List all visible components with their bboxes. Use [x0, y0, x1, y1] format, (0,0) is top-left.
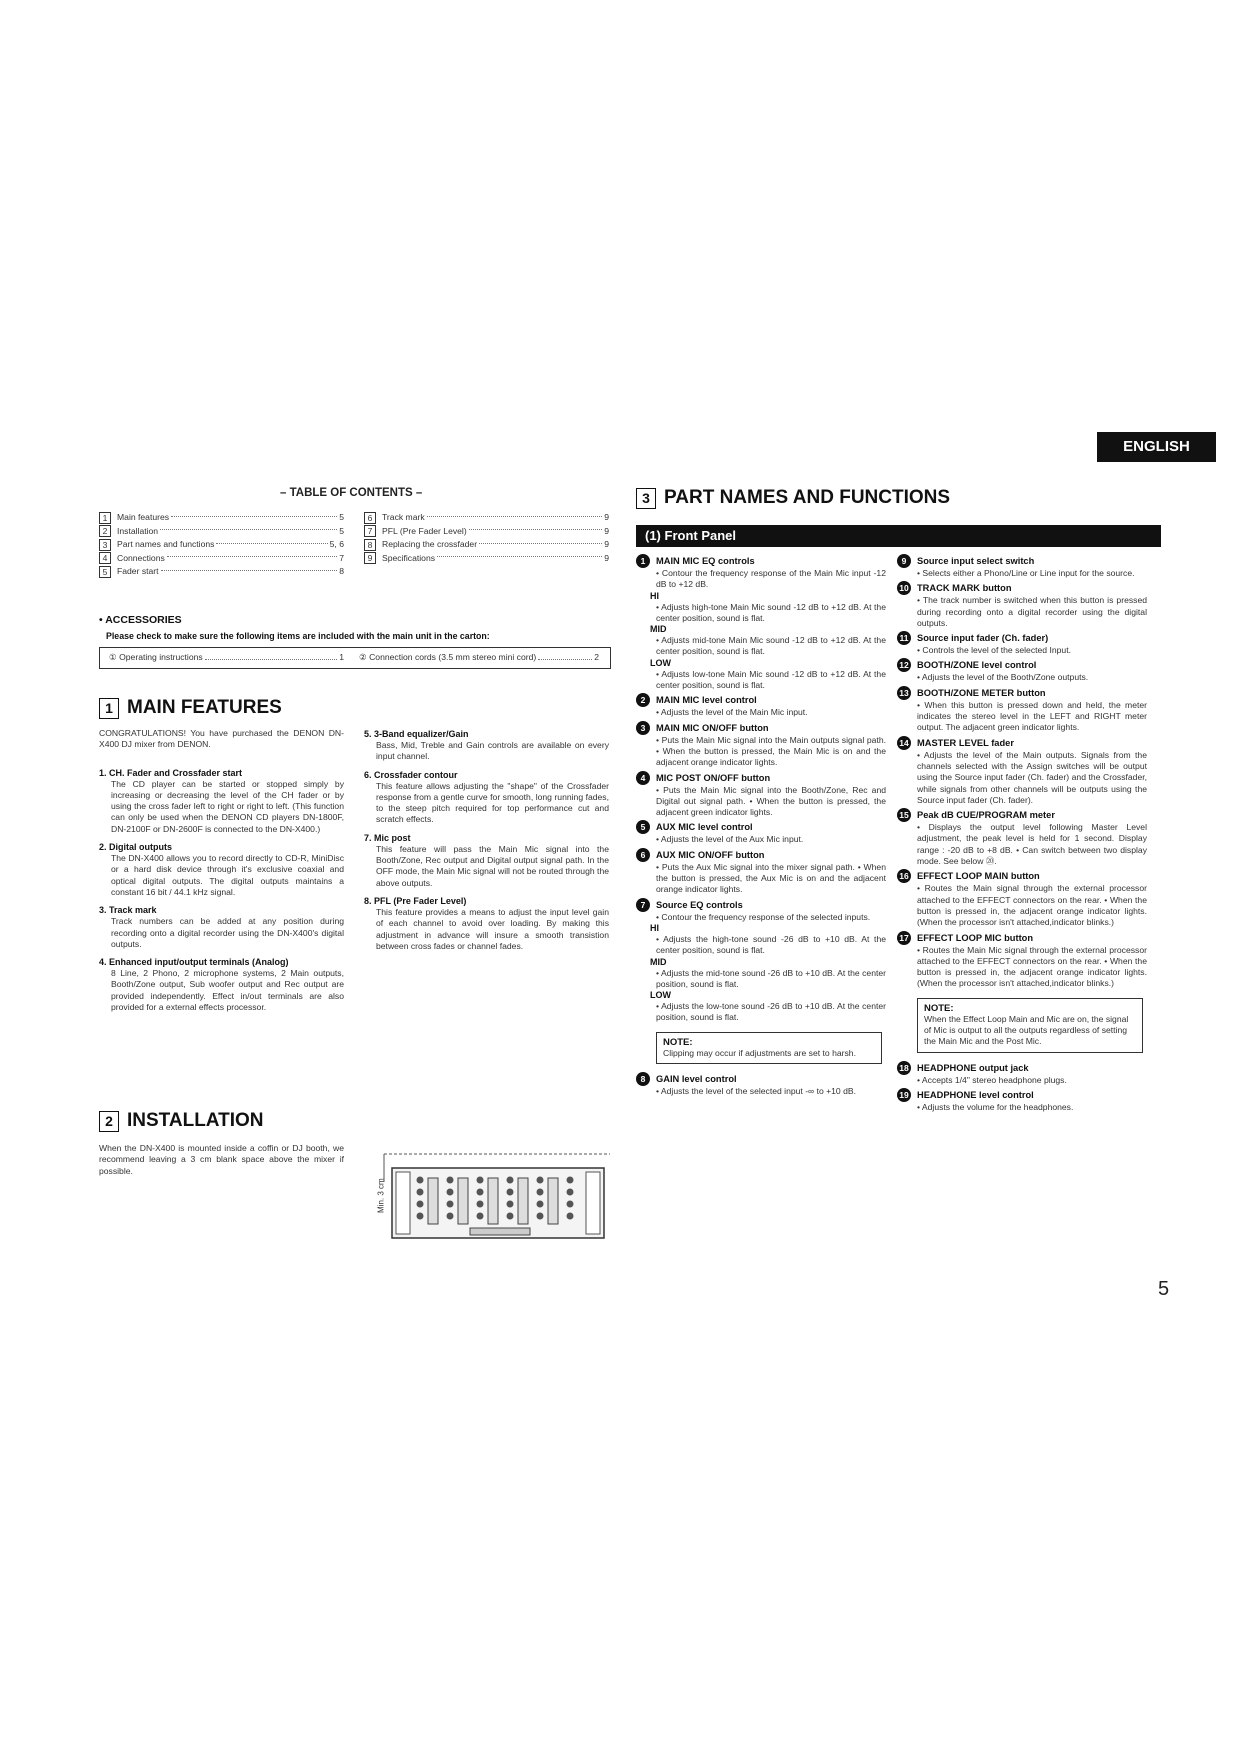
feature-heading: 2. Digital outputs [99, 842, 172, 853]
part-item: 10 TRACK MARK button • The track number is switched when this button is pressed during recording onto a digital recorder using the digital outputs. [897, 581, 1147, 629]
part-names-heading: 3 PART NAMES AND FUNCTIONS [636, 487, 950, 509]
toc-title: – TABLE OF CONTENTS – [280, 487, 423, 499]
accessory-item: ② Connection cords (3.5 mm stereo mini cord) 2 [359, 652, 599, 662]
toc-entry[interactable]: 9 Specifications 9 [364, 552, 609, 566]
feature-text: This feature provides a means to adjust the input level gain of each channel to avoid over loading. By making this adjustment in advance will insure a smooth transistion between cross fades or channel fades. [376, 906, 609, 951]
mixer-installation-figure [370, 1150, 610, 1242]
part-item: 3 MAIN MIC ON/OFF button • Puts the Main Mic signal into the Main outputs signal path. • When the button is pressed, the Main Mic is on and the adjacent orange indicator lights. [636, 721, 886, 769]
feature-text: Bass, Mid, Treble and Gain controls are available on every input channel. [376, 740, 609, 762]
feature-text: This feature allows adjusting the "shape" of the Crossfader response from a gentle curve for smooth, long running fades, to the steep pitch required for top performance cut and scratch effects. [376, 780, 609, 825]
feature-heading: 6. Crossfader contour [364, 769, 458, 780]
toc-entry[interactable]: 7 PFL (Pre Fader Level) 9 [364, 525, 609, 539]
installation-heading: 2 INSTALLATION [99, 1110, 264, 1132]
toc-entry[interactable]: 5 Fader start 8 [99, 565, 344, 579]
main-features-left-col [99, 728, 344, 1013]
feature-text: This feature will pass the Main Mic signal into the Booth/Zone, Rec output and Digital output signal path. In the OFF mode, the Main Mic signal will not be routed through the above outputs. [376, 843, 609, 888]
part-item: 5 AUX MIC level control • Adjusts the level of the Aux Mic input. [636, 820, 886, 845]
part-item: 8 GAIN level control • Adjusts the level of the selected input -∞ to +10 dB. [636, 1072, 886, 1097]
page-number: 5 [1158, 1278, 1170, 1300]
part-item: 14 MASTER LEVEL fader • Adjusts the level of the Main outputs. Signals from the channels selected with the Assign switches will be output using the Source input fader (Ch. fader) and the Crossfader, while signals from other channels will be outputs using the Source input fader (Ch. fader). [897, 736, 1147, 806]
main-features-heading: 1 MAIN FEATURES [99, 697, 282, 719]
installation-text: When the DN-X400 is mounted inside a coffin or DJ booth, we recommend leaving a 3 cm blank space above the mixer if possible. [99, 1143, 344, 1176]
part-item: 17 EFFECT LOOP MIC button • Routes the Main Mic signal through the external processor attached to the EFFECT connectors on the rear. • When the button is pressed in, the adjacent orange indicator lights. (When the processor isn't attached,indicator blinks.) [897, 931, 1147, 990]
toc-left [99, 511, 344, 579]
accessories-instruction: Please check to make sure the following items are included with the main unit in the carton: [106, 631, 490, 641]
part-item: 19 HEADPHONE level control • Adjusts the volume for the headphones. [897, 1088, 1147, 1113]
feature-heading: 1. CH. Fader and Crossfader start [99, 767, 243, 778]
part-item: 18 HEADPHONE output jack • Accepts 1/4" stereo headphone plugs. [897, 1061, 1147, 1086]
part-names-col1 [636, 554, 886, 1099]
feature-text: 8 Line, 2 Phono, 2 microphone systems, 2 Main outputs, Booth/Zone output, Sub woofer output and Rec output are provided independently. Effect in/out terminals are also provided for a external effects processor. [111, 968, 344, 1013]
toc-entry[interactable]: 2 Installation 5 [99, 525, 344, 539]
accessories-box [99, 647, 611, 669]
part-item: 15 Peak dB CUE/PROGRAM meter • Displays the output level following Master Level adjustment, the peak level is held for 1 second. Display range : -20 dB to +8 dB. • Can switch between two display mode. See below ⑳. [897, 808, 1147, 867]
feature-heading: 3. Track mark [99, 905, 157, 916]
clearance-label: Min. 3 cm [376, 1178, 386, 1213]
part-item: 1 MAIN MIC EQ controls • Contour the frequency response of the Main Mic input -12 dB to +12 dB. HI • Adjusts high-tone Main Mic sound -12 dB to +12 dB. At the center position, sound is flat. MID • Adjusts mid-tone Main Mic sound -12 dB to +12 dB. At the center position, sound is flat. LOW • Adjusts low-tone Main Mic sound -12 dB to +12 dB. At the center position, sound is flat. [636, 554, 886, 691]
part-item: 2 MAIN MIC level control • Adjusts the level of the Main Mic input. [636, 693, 886, 718]
part-item: 12 BOOTH/ZONE level control • Adjusts the level of the Booth/Zone outputs. [897, 658, 1147, 683]
note-box: NOTE: Clipping may occur if adjustments are set to harsh. [656, 1032, 882, 1064]
part-item: 13 BOOTH/ZONE METER button • When this button is pressed down and held, the meter indicates the stereo level in the LEFT and RIGHT meter output. The adjacent green indicator lights. [897, 686, 1147, 734]
intro-text: CONGRATULATIONS! You have purchased the DENON DN-X400 DJ mixer from DENON. [99, 728, 344, 750]
main-features-right-col [364, 722, 609, 952]
accessories-title: • ACCESSORIES [99, 614, 182, 626]
feature-text: Track numbers can be added at any position during recording onto a digital recorder using the DN-X400's digital outputs. [111, 916, 344, 949]
feature-heading: 7. Mic post [364, 832, 411, 843]
part-item: 16 EFFECT LOOP MAIN button • Routes the Main signal through the external processor attached to the EFFECT connectors on the rear. • When the button is pressed in, the adjacent orange indicator lights. (When the processor isn't attached,indicator blinks.) [897, 869, 1147, 928]
accessory-item: ① Operating instructions 1 [109, 652, 344, 662]
toc-entry[interactable]: 6 Track mark 9 [364, 511, 609, 525]
feature-heading: 8. PFL (Pre Fader Level) [364, 895, 467, 906]
part-item: 7 Source EQ controls • Contour the frequency response of the selected inputs. HI • Adjusts the high-tone sound -26 dB to +10 dB. At the center position, sound is flat. MID • Adjusts the mid-tone sound -26 dB to +10 dB. At the center position, sound is flat. LOW • Adjusts the low-tone sound -26 dB to +10 dB. At the center position, sound is flat. [636, 898, 886, 1024]
toc-entry[interactable]: 4 Connections 7 [99, 552, 344, 566]
part-item: 9 Source input select switch • Selects either a Phono/Line or Line input for the source. [897, 554, 1147, 579]
feature-heading: 4. Enhanced input/output terminals (Analog) [99, 957, 289, 968]
toc-entry[interactable]: 3 Part names and functions 5, 6 [99, 538, 344, 552]
toc-entry[interactable]: 1 Main features 5 [99, 511, 344, 525]
toc-right [364, 511, 609, 565]
part-item: 6 AUX MIC ON/OFF button • Puts the Aux Mic signal into the mixer signal path. • When the button is pressed, the Aux Mic is on and the adjacent orange indicator lights. [636, 848, 886, 896]
toc-entry[interactable]: 8 Replacing the crossfader 9 [364, 538, 609, 552]
part-item: 11 Source input fader (Ch. fader) • Controls the level of the selected Input. [897, 631, 1147, 656]
language-tab: ENGLISH [1097, 432, 1216, 462]
feature-text: The CD player can be started or stopped simply by increasing or decreasing the level of the CH fader or by using the cross fader left to right or right to left. (This function can only be used when the DENON CD players DN-1800F, DN-2100F or DN-2600F is connected to the DN-X400.) [111, 778, 344, 834]
feature-heading: 5. 3-Band equalizer/Gain [364, 729, 469, 739]
note-box: NOTE: When the Effect Loop Main and Mic are on, the signal of Mic is output to all the outputs regardless of setting the Main Mic and the Post Mic. [917, 998, 1143, 1053]
mixer-front-illustration [370, 1150, 610, 1242]
front-panel-bar: (1) Front Panel [636, 525, 1161, 547]
feature-text: The DN-X400 allows you to record directly to CD-R, MiniDisc or a hard disk device through it's exclusive coaxial and optical digital outputs. The digital outputs maintains a constant 16 bit / 44.1 kHz signal. [111, 853, 344, 897]
part-names-col2 [897, 554, 1147, 1115]
part-item: 4 MIC POST ON/OFF button • Puts the Main Mic signal into the Booth/Zone, Rec and Digital out signal path. • When the button is pressed, the adjacent green indicator lights. [636, 771, 886, 819]
